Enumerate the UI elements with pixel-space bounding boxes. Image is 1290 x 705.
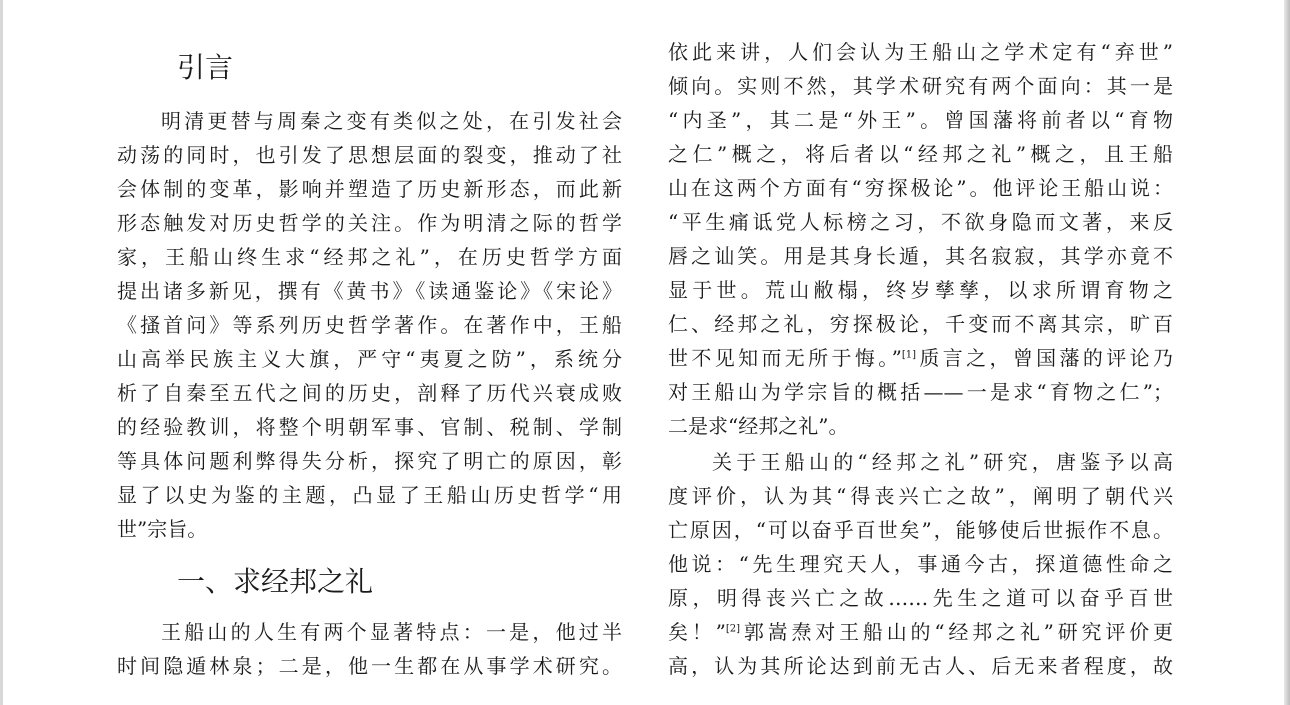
page-right-edge-shadow [1284, 0, 1290, 705]
text-line: 明清更替与周秦之变有类似之处，在引发社会 [161, 109, 622, 133]
text-line: 形态触发对历史哲学的关注。作为明清之际的哲学 [117, 211, 622, 235]
text-line: 《搔首问》等系列历史哲学著作。在著作中，王船 [117, 313, 622, 337]
text-line: 唇之讪笑。用是其身长遁，其名寂寂，其学亦竟不 [668, 244, 1173, 268]
footnote-ref-2[interactable]: [2] [725, 623, 741, 635]
text-line: 关于王船山的“经邦之礼”研究，唐鉴予以高 [712, 450, 1173, 474]
text-line: 家，王船山终生求“经邦之礼”，在历史哲学方面 [117, 245, 622, 269]
text-line: 世”宗旨。 [117, 517, 208, 541]
text-line-with-footnote [668, 620, 1173, 644]
text-segment: 矣！” [668, 620, 726, 644]
text-segment: 世不见知而无所于悔。” [668, 346, 902, 370]
text-segment: 质言之，曾国藩的评论乃 [916, 346, 1173, 370]
text-line: 显了以史为鉴的主题，凸显了王船山历史哲学“用 [117, 483, 622, 507]
text-line: 提出诸多新见，撰有《黄书》《读通鉴论》《宋论》 [117, 279, 622, 303]
footnote-ref-1[interactable]: [1] [901, 349, 917, 361]
text-line: 倾向。实则不然，其学术研究有两个面向：其一是 [668, 74, 1173, 98]
text-line: 依此来讲，人们会认为王船山之学术定有“弃世” [668, 40, 1173, 64]
page-left-edge [0, 0, 3, 705]
text-segment: 郭嵩焘对王船山的“经邦之礼”研究评价更 [740, 620, 1173, 644]
text-line: 山在这两个方面有“穷探极论”。他评论王船山说： [668, 176, 1173, 200]
text-line: 二是求“经邦之礼”。 [668, 414, 849, 438]
text-line: 高，认为其所论达到前无古人、后无来者程度，故 [668, 654, 1173, 678]
text-line: 山高举民族主义大旗，严守“夷夏之防”，系统分 [117, 347, 622, 371]
text-line: 对王船山为学宗旨的概括——一是求“育物之仁”； [668, 380, 1173, 404]
text-line: 度评价，认为其“得丧兴亡之故”，阐明了朝代兴 [668, 484, 1173, 508]
text-line: 会体制的变革，影响并塑造了历史新形态，而此新 [117, 177, 622, 201]
text-line: 仁、经邦之礼，穷探极论，千变而不离其宗，旷百 [668, 312, 1173, 336]
text-line: 动荡的同时，也引发了思想层面的裂变，推动了社 [117, 143, 622, 167]
text-line: 亡原因，“可以奋乎百世矣”，能够使后世振作不息。 [668, 518, 1173, 542]
text-line: “内圣”，其二是“外王”。曾国藩将前者以“育物 [668, 108, 1173, 132]
text-line: 析了自秦至五代之间的历史，剖释了历代兴衰成败 [117, 381, 622, 405]
text-line: 等具体问题利弊得失分析，探究了明亡的原因，彰 [117, 449, 622, 473]
text-line-with-footnote [668, 346, 1173, 370]
text-line: 显于世。荒山敝榻，终岁孳孳，以求所谓育物之 [668, 278, 1173, 302]
text-line: 他说：“先生理究天人，事通今古，探道德性命之 [668, 552, 1173, 576]
text-line: 的经验教训，将整个明朝军事、官制、税制、学制 [117, 415, 622, 439]
heading-section-1: 一、求经邦之礼 [177, 565, 374, 598]
text-line: “平生痛诋党人标榜之习，不欲身隐而文著，来反 [668, 210, 1173, 234]
heading-introduction: 引言 [177, 51, 234, 84]
text-line: 原，明得丧兴亡之故……先生之道可以奋乎百世 [668, 586, 1173, 610]
text-line: 时间隐遁林泉；二是，他一生都在从事学术研究。 [117, 654, 622, 678]
text-line: 之仁”概之，将后者以“经邦之礼”概之，且王船 [668, 142, 1173, 166]
text-line: 王船山的人生有两个显著特点：一是，他过半 [161, 620, 622, 644]
